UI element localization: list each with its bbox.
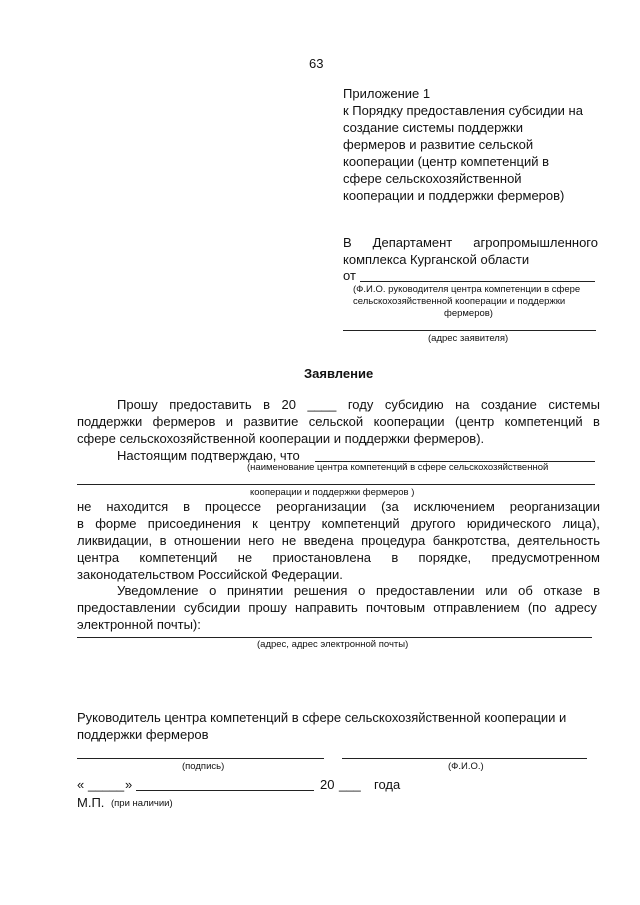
fio-hint: (Ф.И.О.) (448, 761, 484, 772)
word: о (209, 583, 217, 598)
word: субсидию (384, 397, 444, 412)
address-hint: (адрес заявителя) (428, 333, 509, 344)
date-quote-close: » (125, 777, 133, 792)
center-name-hint: (наименование центра компетенций в сфере сельскохозяйственной (247, 462, 549, 473)
word: процедура (361, 533, 426, 548)
word: отношении (174, 533, 241, 548)
word: системы (548, 397, 600, 412)
word: направить (295, 600, 358, 615)
word: 20 (281, 397, 296, 412)
fio-signature-line (342, 758, 587, 759)
statement-title: Заявление (304, 366, 374, 381)
text-line (77, 415, 600, 428)
text-line: законодательством Российской Федерации. (77, 567, 343, 582)
word: в (593, 583, 600, 598)
word: субсидии (183, 600, 241, 615)
stamp-note: (при наличии) (111, 798, 173, 809)
date-suffix: года (374, 777, 401, 792)
word: банкротства, (432, 533, 511, 548)
word: к (252, 516, 258, 531)
word: предоставлении (77, 600, 176, 615)
word: не (281, 533, 297, 548)
word: реорганизации (276, 499, 367, 514)
word: предусмотренном (491, 550, 600, 565)
word: В (343, 235, 352, 250)
word: (центр (454, 414, 495, 429)
word: него (248, 533, 275, 548)
word: почтовым (366, 600, 426, 615)
word: исключением (413, 499, 495, 514)
word: об (518, 583, 533, 598)
word: введена (303, 533, 354, 548)
address-email-hint: (адрес, адрес электронной почты) (257, 639, 409, 650)
appendix-line: сфере сельскохозяйственной (343, 171, 522, 186)
page-number: 63 (309, 56, 324, 71)
word: (за (381, 499, 399, 514)
word: принятии (227, 583, 284, 598)
word: году (347, 397, 374, 412)
center-name-line-2 (77, 484, 595, 485)
word: Департамент (372, 235, 453, 250)
text-line: сфере сельскохозяйственной кооперации и поддержки фермеров). (77, 431, 485, 446)
stamp-label: М.П. (77, 795, 105, 810)
word: форме (95, 516, 137, 531)
word: приостановлена (272, 550, 372, 565)
text-line (77, 517, 600, 530)
word: порядке, (418, 550, 472, 565)
word: компетенций (139, 550, 218, 565)
year-blank: ____ (307, 397, 337, 412)
word: не (77, 499, 92, 514)
word: поддержки (77, 414, 143, 429)
appendix-line: кооперации (центр компетенций в (343, 154, 549, 169)
word: Уведомление (117, 583, 199, 598)
word: центру (269, 516, 311, 531)
word: в (183, 499, 191, 514)
appendix-title: Приложение 1 (343, 86, 431, 101)
appendix-line: создание системы поддержки (343, 120, 523, 135)
address-email-line (77, 637, 592, 638)
head-title-line: поддержки фермеров (77, 727, 209, 742)
word: процессе (204, 499, 262, 514)
appendix-line: фермеров и развитие сельской (343, 137, 534, 152)
text-line: электронной почты): (77, 617, 201, 632)
word: и (225, 414, 234, 429)
word: в (593, 414, 600, 429)
fio-hint: фермеров) (444, 308, 493, 319)
date-year-prefix: 20 (320, 777, 335, 792)
word: центра (77, 550, 120, 565)
head-title-line: Руководитель центра компетенций в сфере сельскохозяйственной кооперации и (77, 710, 567, 725)
word: в (77, 516, 84, 531)
text-line (77, 601, 597, 614)
appendix-line: кооперации и поддержки фермеров) (343, 188, 565, 203)
text-line (77, 534, 600, 547)
word: развитие (243, 414, 299, 429)
date-year-blank: ___ (339, 777, 361, 792)
word: реорганизации (509, 499, 600, 514)
word: другого (410, 516, 456, 531)
text-line (117, 398, 600, 411)
word: в (391, 550, 399, 565)
word: (по (527, 600, 547, 615)
word: в (159, 533, 167, 548)
word: компетенций (504, 414, 583, 429)
text-line (77, 500, 600, 513)
fio-hint: сельскохозяйственной кооперации и поддержки (353, 296, 566, 307)
date-month-line (136, 790, 314, 791)
word: отправлением (433, 600, 520, 615)
word: присоединения (147, 516, 241, 531)
word: предоставить (169, 397, 252, 412)
address-line (343, 330, 596, 331)
word: лица), (562, 516, 600, 531)
confirm-label: Настоящим подтверждаю, что (117, 448, 300, 463)
word: создание (480, 397, 537, 412)
date-quote-open: « (77, 777, 85, 792)
word: ликвидации, (77, 533, 153, 548)
word: решения (293, 583, 348, 598)
word: предоставлении (376, 583, 475, 598)
text-line (117, 584, 600, 597)
word: юридического (466, 516, 552, 531)
word: фермеров (152, 414, 216, 429)
word: прошу (248, 600, 287, 615)
word: о (358, 583, 366, 598)
date-day-blank: _____ (88, 777, 125, 792)
word: деятельность (517, 533, 600, 548)
word: Прошу (117, 397, 158, 412)
word: отказе (543, 583, 583, 598)
word: в (263, 397, 271, 412)
word: адресу (554, 600, 597, 615)
word: или (485, 583, 508, 598)
word: находится (106, 499, 169, 514)
word: на (455, 397, 470, 412)
fio-line (360, 281, 595, 282)
signature-line (77, 758, 324, 759)
word: агропромышленного (473, 235, 598, 250)
fio-hint: (Ф.И.О. руководителя центра компетенции в сфере (353, 284, 581, 295)
appendix-line: к Порядку предоставления субсидии на (343, 103, 583, 118)
text-line (77, 551, 600, 564)
word: компетенций (321, 516, 400, 531)
center-name-hint: кооперации и поддержки фермеров ) (250, 487, 415, 498)
addressee-line: комплекса Курганской области (343, 252, 530, 267)
from-label: от (343, 268, 356, 283)
signature-hint: (подпись) (182, 761, 225, 772)
word: сельской (308, 414, 364, 429)
addressee-line (343, 236, 598, 249)
word: не (237, 550, 253, 565)
word: кооперации (373, 414, 445, 429)
